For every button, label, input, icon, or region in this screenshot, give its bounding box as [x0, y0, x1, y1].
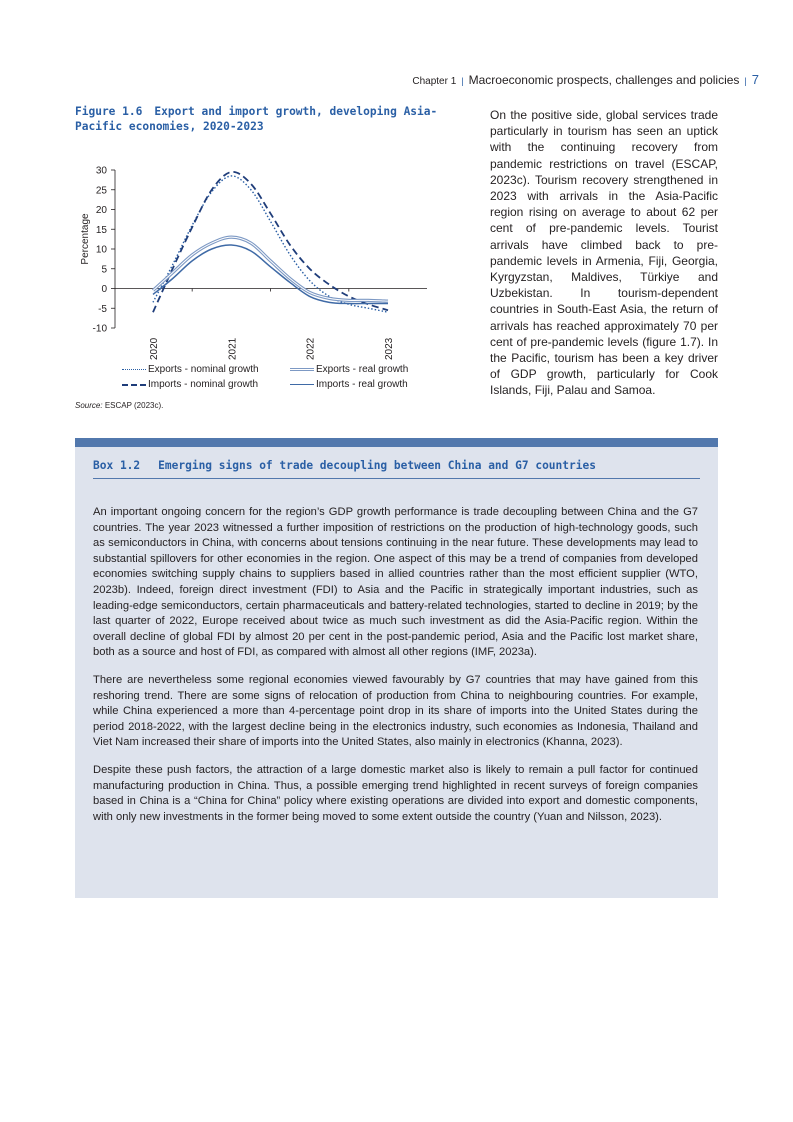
- legend-swatch: [290, 368, 314, 371]
- y-tick-label: 30: [95, 165, 107, 177]
- header-separator: |: [744, 76, 747, 86]
- box-number: Box 1.2: [93, 459, 141, 472]
- source-text: ESCAP (2023c).: [104, 401, 164, 410]
- box-paragraph: An important ongoing concern for the region’s GDP growth performance is trade decoupling between China and the G7 countries. The year 2023 witnessed a further imposition of restrictions on the production of high-technology goods, such as semiconductors in China, with concerns about tensions continuing in the near future. These developments may lead to substantial spillovers for other economies in the region. One aspect of this may be a trend of companies from developed economies switching supply chains to suppliers based in allied countries rather than the most efficient supplier (WTO, 2023b). Indeed, foreign direct investment (FDI) to Asia and the Pacific in strategically important industries, such as leading-edge semiconductors, certain pharmaceuticals and battery-related technologies, started to decline in 2019; by the last quarter of 2022, Europe received about twice as much such investment as did the Asia-Pacific region. Within the overall decline of global FDI by almost 20 per cent in the post-pandemic period, Asia and the Pacific lost market share, both as a source and host of FDI, as compared with almost all other regions (IMF, 2023a).: [93, 506, 698, 659]
- chapter-label: Chapter 1: [412, 76, 457, 87]
- y-tick-label: -5: [98, 303, 107, 315]
- box-heading: Emerging signs of trade decoupling between China and G7 countries: [158, 459, 596, 472]
- legend-label: Imports - nominal growth: [148, 379, 259, 390]
- legend-label: Imports - real growth: [316, 379, 408, 390]
- legend-label: Exports - nominal growth: [148, 364, 259, 375]
- x-tick-label: 2022: [305, 337, 317, 360]
- figure-source: [75, 401, 163, 410]
- y-tick-label: 20: [95, 205, 107, 216]
- figure-title: [75, 104, 455, 134]
- series-line-1: [153, 176, 388, 312]
- legend-label: Exports - real growth: [316, 364, 409, 375]
- box-paragraph: Despite these push factors, the attraction of a large domestic market also is likely to remain a pull factor for continued manufacturing production in China. Thus, a possible emerging trend highlighted in recent surveys of foreign companies based in China is a “China for China” policy where existing operations are divided into export and domestic components, with only new investments in the former being moved to some extent outside the country (Yuan and Nilsson, 2023).: [93, 763, 698, 823]
- y-tick-label: -10: [92, 323, 107, 335]
- legend-item-imports-nominal: [122, 377, 258, 392]
- y-tick-label: 15: [95, 224, 107, 236]
- header-separator: |: [461, 76, 464, 86]
- y-tick-label: 25: [95, 185, 107, 197]
- series-line-3-inner: [153, 237, 388, 301]
- body-paragraph: On the positive side, global services trade particularly in tourism has seen an uptick with the continuing recovery from pandemic restrictions on travel (ESCAP, 2023c). Tourism recovery strengthened in 2023 with arrivals in the Asia-Pacific region rising on average to about 62 per cent of pre-pandemic levels. Tourist arrivals have climbed back to pre-pandemic levels in Armenia, Fiji, Georgia, Kyrgyzstan, Maldives, Türkiye and Uzbekistan. In tourism-dependent countries in South-East Asia, the return of arrivals has reached approximately 70 per cent of pre-pandemic levels (figure 1.7). In the Pacific, tourism has been a key driver of GDP growth, particularly for Cook Islands, Fiji, Palau and Samoa.: [490, 108, 718, 398]
- line-chart: [75, 160, 435, 360]
- figure-caption: Export and import growth, developing Asia-Pacific economies, 2020-2023: [75, 105, 438, 133]
- x-tick-label: 2021: [227, 337, 239, 360]
- series-line-3: [153, 237, 388, 301]
- series-line-4: [153, 245, 388, 304]
- chapter-title: Macroeconomic prospects, challenges and policies: [468, 73, 740, 87]
- y-axis-title: Percentage: [80, 213, 91, 265]
- source-label: Source:: [75, 401, 103, 410]
- legend-swatch: [122, 384, 146, 386]
- y-tick-label: 0: [101, 284, 107, 295]
- legend-swatch: [122, 369, 146, 370]
- x-tick-label: 2020: [149, 337, 160, 360]
- box-body: [93, 505, 698, 837]
- legend-item-exports-real: [290, 362, 408, 377]
- legend-item-imports-real: [290, 377, 408, 392]
- box-paragraph: There are nevertheless some regional economies viewed favourably by G7 countries that may have gained from this reshoring trend. There are some signs of relocation of production from China to neighbouring countries. For example, while China experienced a more than 4-percentage point drop in its share of imports into the United States during the period 2018-2022, with the largest decline being in the electronics industry, such economies as Indonesia, Thailand and Viet Nam increased their share of imports into the United States, also mainly in electronics (Khanna, 2023).: [93, 673, 698, 749]
- legend-swatch: [290, 384, 314, 385]
- y-tick-label: 10: [95, 244, 107, 256]
- box-title: [93, 459, 700, 479]
- box-panel: [75, 438, 718, 898]
- y-tick-label: 5: [101, 264, 107, 276]
- running-header: [412, 72, 759, 87]
- legend-item-exports-nominal: [122, 362, 259, 377]
- figure-number: Figure 1.6: [75, 105, 143, 118]
- page-number: 7: [751, 72, 759, 87]
- x-tick-label: 2023: [384, 337, 395, 360]
